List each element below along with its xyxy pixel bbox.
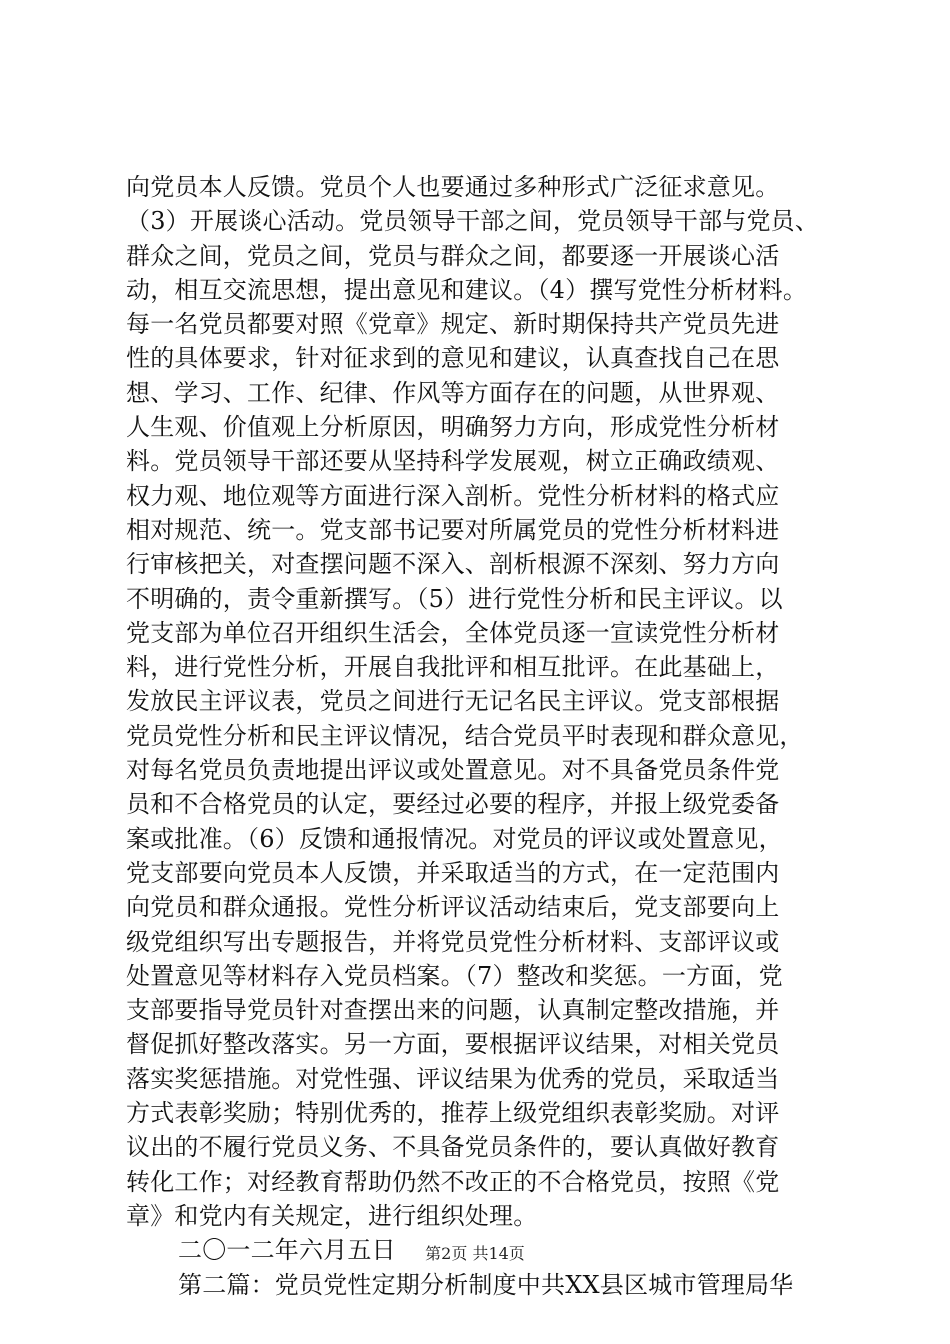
body-line: 方式表彰奖励；特别优秀的，推荐上级党组织表彰奖励。对评 bbox=[126, 1099, 780, 1128]
body-line: 员和不合格党员的认定，要经过必要的程序，并报上级党委备 bbox=[126, 790, 780, 819]
body-line: （3）开展谈心活动。党员领导干部之间，党员领导干部与党员、 bbox=[126, 207, 820, 236]
body-line: 向党员本人反馈。党员个人也要通过多种形式广泛征求意见。 bbox=[126, 173, 780, 201]
body-line: 支部要指导党员针对查摆出来的问题，认真制定整改措施，并 bbox=[126, 996, 780, 1025]
body-line: 人生观、价值观上分析原因，明确努力方向，形成党性分析材 bbox=[126, 413, 780, 442]
body-line: 党支部为单位召开组织生活会，全体党员逐一宣读党性分析材 bbox=[126, 618, 780, 647]
body-line: 对每名党员负责地提出评议或处置意见。对不具备党员条件党 bbox=[126, 756, 780, 785]
body-line: 党员党性分析和民主评议情况，结合党员平时表现和群众意见， bbox=[126, 721, 804, 750]
body-line: 相对规范、统一。党支部书记要对所属党员的党性分析材料进 bbox=[126, 515, 780, 544]
next-section-heading: 第二篇：党员党性定期分析制度中共XX县区城市管理局华 bbox=[178, 1270, 794, 1299]
body-line: 行审核把关，对查摆问题不深入、剖析根源不深刻、努力方向 bbox=[126, 550, 780, 579]
body-line: 案或批准。（6）反馈和通报情况。对党员的评议或处置意见， bbox=[126, 824, 783, 853]
body-line: 每一名党员都要对照《党章》规定、新时期保持共产党员先进 bbox=[126, 310, 780, 339]
body-line: 动，相互交流思想，提出意见和建议。（4）撰写党性分析材料。 bbox=[126, 275, 808, 304]
body-line: 向党员和群众通报。党性分析评议活动结束后，党支部要向上 bbox=[126, 893, 780, 922]
body-line: 督促抓好整改落实。另一方面，要根据评议结果，对相关党员 bbox=[126, 1030, 780, 1059]
body-line: 党支部要向党员本人反馈，并采取适当的方式，在一定范围内 bbox=[126, 858, 780, 887]
body-line: 不明确的，责令重新撰写。（5）进行党性分析和民主评议。以 bbox=[126, 584, 783, 613]
body-line: 级党组织写出专题报告，并将党员党性分析材料、支部评议或 bbox=[126, 927, 780, 956]
page-number: 第2页 共14页 bbox=[425, 1244, 525, 1263]
body-line: 料，进行党性分析，开展自我批评和相互批评。在此基础上， bbox=[126, 653, 780, 682]
body-line: 议出的不履行党员义务、不具备党员条件的，要认真做好教育 bbox=[126, 1133, 780, 1162]
body-line: 权力观、地位观等方面进行深入剖析。党性分析材料的格式应 bbox=[126, 481, 780, 510]
body-line: 转化工作；对经教育帮助仍然不改正的不合格党员，按照《党 bbox=[126, 1167, 780, 1196]
body-line: 章》和党内有关规定，进行组织处理。 bbox=[126, 1201, 538, 1230]
body-line: 料。党员领导干部还要从坚持科学发展观，树立正确政绩观、 bbox=[126, 447, 780, 476]
body-line: 发放民主评议表，党员之间进行无记名民主评议。党支部根据 bbox=[126, 687, 780, 716]
body-line: 群众之间，党员之间，党员与群众之间，都要逐一开展谈心活 bbox=[126, 241, 780, 270]
body-line: 性的具体要求，针对征求到的意见和建议，认真查找自己在思 bbox=[126, 344, 780, 373]
body-line: 落实奖惩措施。对党性强、评议结果为优秀的党员，采取适当 bbox=[126, 1064, 780, 1093]
body-line: 处置意见等材料存入党员档案。（7）整改和奖惩。一方面，党 bbox=[126, 961, 783, 990]
document-body bbox=[126, 170, 846, 1302]
body-line: 想、学习、工作、纪律、作风等方面存在的问题，从世界观、 bbox=[126, 378, 780, 407]
document-date: 二〇一二年六月五日 bbox=[178, 1236, 396, 1265]
